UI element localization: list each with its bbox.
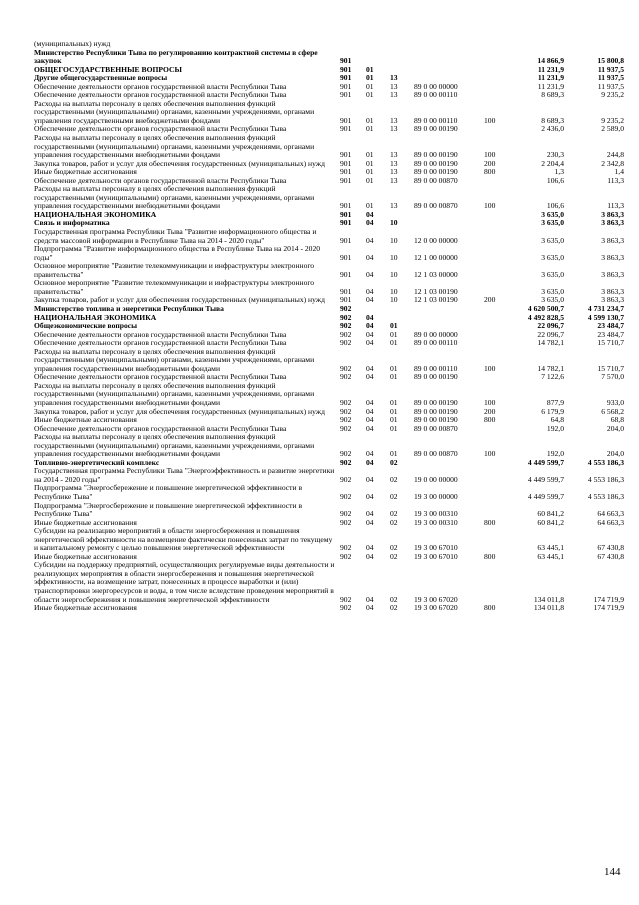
cell-vr: 100 xyxy=(484,201,496,211)
cell-pr: 02 xyxy=(390,491,398,501)
cell-ved: 901 xyxy=(340,81,352,91)
cell-s2: 204,0 xyxy=(606,449,624,459)
table-row xyxy=(34,211,624,220)
cell-rz: 04 xyxy=(366,218,374,228)
cell-name: Иные бюджетные ассигнования xyxy=(34,415,137,425)
cell-s2: 174 719,9 xyxy=(593,603,624,613)
cell-vr: 100 xyxy=(484,363,496,373)
cell-name: ОБЩЕГОСУДАРСТВЕННЫЕ ВОПРОСЫ xyxy=(34,64,182,74)
cell-pr: 01 xyxy=(390,338,398,348)
cell-s2: 4 553 186,3 xyxy=(587,457,624,467)
cell-vr: 200 xyxy=(484,295,496,305)
cell-s1: 64,8 xyxy=(550,415,564,425)
cell-pr: 13 xyxy=(390,115,398,125)
cell-rz: 04 xyxy=(366,517,374,527)
cell-s2: 933,0 xyxy=(606,397,624,407)
cell-ved: 902 xyxy=(340,321,352,331)
cell-s1: 3 635,0 xyxy=(541,235,564,245)
cell-pr: 01 xyxy=(390,423,398,433)
cell-vr: 800 xyxy=(484,517,496,527)
cell-s2: 4 553 186,3 xyxy=(587,474,624,484)
cell-s2: 9 235,2 xyxy=(601,115,624,125)
cell-pr: 13 xyxy=(390,90,398,100)
cell-s1: 8 689,3 xyxy=(541,115,564,125)
cell-s2: 11 937,5 xyxy=(597,81,624,91)
cell-csr: 19 0 00 00000 xyxy=(414,474,458,484)
cell-pr: 02 xyxy=(390,603,398,613)
cell-csr: 19 3 00 00310 xyxy=(414,517,458,527)
cell-csr: 89 0 00 00190 xyxy=(414,406,458,416)
cell-s2: 23 484,7 xyxy=(597,329,624,339)
cell-pr: 10 xyxy=(390,269,398,279)
cell-s1: 11 231,9 xyxy=(537,64,564,74)
cell-s1: 192,0 xyxy=(546,423,564,433)
cell-rz: 04 xyxy=(366,551,374,561)
cell-ved: 902 xyxy=(340,312,352,322)
cell-csr: 89 0 00 00190 xyxy=(414,158,458,168)
cell-s2: 67 430,8 xyxy=(597,551,624,561)
cell-ved: 901 xyxy=(340,269,352,279)
cell-pr: 01 xyxy=(390,329,398,339)
cell-name: Обеспечение деятельности органов государственной власти Республики Тыва xyxy=(34,90,287,100)
cell-ved: 902 xyxy=(340,603,352,613)
cell-pr: 10 xyxy=(390,252,398,262)
cell-rz: 01 xyxy=(366,175,374,185)
cell-pr: 13 xyxy=(390,201,398,211)
cell-s1: 63 445,1 xyxy=(537,551,564,561)
cell-s2: 204,0 xyxy=(606,423,624,433)
cell-pr: 13 xyxy=(390,158,398,168)
table-row xyxy=(34,134,624,160)
cell-vr: 800 xyxy=(484,415,496,425)
cell-name: Обеспечение деятельности органов государственной власти Республики Тыва xyxy=(34,81,287,91)
cell-csr: 89 0 00 00110 xyxy=(414,338,458,348)
cell-pr: 01 xyxy=(390,321,398,331)
cell-ved: 902 xyxy=(340,397,352,407)
cell-s1: 192,0 xyxy=(546,449,564,459)
cell-s2: 15 710,7 xyxy=(597,363,624,373)
cell-csr: 89 0 00 00870 xyxy=(414,423,458,433)
cell-rz: 04 xyxy=(366,312,374,322)
cell-rz: 04 xyxy=(366,474,374,484)
cell-s1: 106,6 xyxy=(546,201,564,211)
cell-ved: 902 xyxy=(340,517,352,527)
cell-pr: 02 xyxy=(390,551,398,561)
cell-s2: 4 731 234,7 xyxy=(587,303,624,313)
cell-name: Расходы на выплаты персоналу в целях обеспечения выполнения функций государственными (муниципальными) органами, казенными учреждениями, органами управления государственными внебюджетными фондами xyxy=(34,98,315,125)
cell-s1: 14 782,1 xyxy=(537,338,564,348)
cell-s2: 9 235,2 xyxy=(601,90,624,100)
cell-csr: 89 0 00 00190 xyxy=(414,124,458,134)
cell-name: (муниципальных) нужд xyxy=(34,39,111,48)
cell-rz: 04 xyxy=(366,363,374,373)
cell-vr: 100 xyxy=(484,397,496,407)
cell-name: НАЦИОНАЛЬНАЯ ЭКОНОМИКА xyxy=(34,312,157,322)
table-row xyxy=(34,467,624,484)
cell-ved: 902 xyxy=(340,551,352,561)
cell-ved: 902 xyxy=(340,543,352,553)
cell-pr: 01 xyxy=(390,397,398,407)
cell-s2: 3 863,3 xyxy=(601,295,624,305)
cell-rz: 04 xyxy=(366,338,374,348)
cell-s2: 15 800,8 xyxy=(597,56,624,66)
cell-s2: 7 570,0 xyxy=(601,372,624,382)
cell-s1: 6 179,9 xyxy=(541,406,564,416)
table-row xyxy=(34,100,624,126)
table-row xyxy=(34,279,624,296)
cell-name: Обеспечение деятельности органов государственной власти Республики Тыва xyxy=(34,338,287,348)
cell-ved: 901 xyxy=(340,295,352,305)
table-row xyxy=(34,348,624,374)
cell-ved: 902 xyxy=(340,509,352,519)
cell-name: Иные бюджетные ассигнования xyxy=(34,517,137,527)
cell-pr: 02 xyxy=(390,543,398,553)
cell-s1: 1,3 xyxy=(554,167,564,177)
cell-s1: 134 011,8 xyxy=(533,603,564,613)
table-row xyxy=(34,262,624,279)
cell-s2: 4 599 130,7 xyxy=(587,312,624,322)
cell-csr: 19 3 00 67010 xyxy=(414,543,458,553)
cell-vr: 100 xyxy=(484,115,496,125)
cell-pr: 13 xyxy=(390,73,398,83)
cell-ved: 902 xyxy=(340,372,352,382)
cell-name: Обеспечение деятельности органов государственной власти Республики Тыва xyxy=(34,423,287,433)
cell-pr: 02 xyxy=(390,509,398,519)
cell-csr: 89 0 00 00110 xyxy=(414,90,458,100)
cell-csr: 12 0 00 00000 xyxy=(414,235,458,245)
cell-ved: 902 xyxy=(340,594,352,604)
cell-ved: 902 xyxy=(340,329,352,339)
cell-rz: 04 xyxy=(366,252,374,262)
cell-s1: 134 011,8 xyxy=(533,594,564,604)
cell-s1: 4 449 599,7 xyxy=(527,457,564,467)
cell-ved: 901 xyxy=(340,201,352,211)
cell-ved: 901 xyxy=(340,167,352,177)
cell-name: Закупка товаров, работ и услуг для обеспечения государственных (муниципальных) нужд xyxy=(34,406,325,416)
cell-csr: 89 0 00 00190 xyxy=(414,397,458,407)
cell-rz: 01 xyxy=(366,150,374,160)
cell-csr: 89 0 00 00000 xyxy=(414,81,458,91)
cell-s1: 4 492 828,5 xyxy=(527,312,564,322)
cell-s2: 244,8 xyxy=(606,150,624,160)
cell-s1: 14 866,9 xyxy=(537,56,564,66)
cell-name: Министерство топлива и энергетики Республики Тыва xyxy=(34,303,224,313)
cell-vr: 800 xyxy=(484,603,496,613)
cell-pr: 13 xyxy=(390,175,398,185)
cell-name: Иные бюджетные ассигнования xyxy=(34,167,137,177)
cell-s1: 22 096,7 xyxy=(537,321,564,331)
cell-pr: 13 xyxy=(390,167,398,177)
cell-name: Расходы на выплаты персоналу в целях обеспечения выполнения функций государственными (муниципальными) органами, казенными учреждениями, органами управления государственными внебюджетными фондами xyxy=(34,432,315,459)
cell-s1: 3 635,0 xyxy=(541,286,564,296)
cell-pr: 01 xyxy=(390,449,398,459)
cell-rz: 01 xyxy=(366,124,374,134)
cell-s2: 11 937,5 xyxy=(597,64,624,74)
cell-rz: 04 xyxy=(366,594,374,604)
cell-name: Расходы на выплаты персоналу в целях обеспечения выполнения функций государственными (муниципальными) органами, казенными учреждениями, органами управления государственными внебюджетными фондами xyxy=(34,346,315,373)
cell-s2: 68,8 xyxy=(610,415,624,425)
cell-s1: 60 841,2 xyxy=(537,509,564,519)
cell-name: Иные бюджетные ассигнования xyxy=(34,551,137,561)
cell-s2: 2 342,8 xyxy=(601,158,624,168)
cell-ved: 902 xyxy=(340,423,352,433)
cell-s1: 11 231,9 xyxy=(537,73,564,83)
cell-ved: 901 xyxy=(340,158,352,168)
cell-rz: 01 xyxy=(366,64,374,74)
cell-rz: 01 xyxy=(366,73,374,83)
cell-rz: 04 xyxy=(366,269,374,279)
cell-name: Субсидии на реализацию мероприятий в области энергосбережения и повышения энергетической эффективности на возмещение фактически понесенных затрат по текущему и капитальному ремонту с целью повышения энергетической эффективности xyxy=(34,526,333,553)
cell-rz: 04 xyxy=(366,509,374,519)
table-row xyxy=(34,502,624,519)
cell-s1: 230,3 xyxy=(546,150,564,160)
cell-name: Основное мероприятие "Развитие телекоммуникации и инфраструктуры электронного правительства" xyxy=(34,261,315,279)
cell-rz: 04 xyxy=(366,415,374,425)
cell-vr: 800 xyxy=(484,167,496,177)
cell-s1: 4 449 599,7 xyxy=(527,474,564,484)
cell-ved: 901 xyxy=(340,286,352,296)
cell-s2: 64 663,3 xyxy=(597,517,624,527)
cell-rz: 01 xyxy=(366,167,374,177)
cell-s1: 3 635,0 xyxy=(541,252,564,262)
cell-csr: 19 3 00 00000 xyxy=(414,491,458,501)
cell-ved: 902 xyxy=(340,415,352,425)
cell-csr: 89 0 00 00110 xyxy=(414,363,458,373)
cell-csr: 89 0 00 00870 xyxy=(414,175,458,185)
cell-s2: 3 863,3 xyxy=(601,235,624,245)
cell-rz: 04 xyxy=(366,235,374,245)
cell-csr: 89 0 00 00110 xyxy=(414,115,458,125)
cell-s2: 3 863,3 xyxy=(601,286,624,296)
cell-pr: 02 xyxy=(390,517,398,527)
cell-ved: 901 xyxy=(340,209,352,219)
cell-s2: 2 589,0 xyxy=(601,124,624,134)
cell-rz: 01 xyxy=(366,115,374,125)
cell-ved: 902 xyxy=(340,406,352,416)
cell-rz: 04 xyxy=(366,209,374,219)
cell-ved: 902 xyxy=(340,474,352,484)
cell-rz: 04 xyxy=(366,397,374,407)
cell-ved: 901 xyxy=(340,64,352,74)
cell-name: Закупка товаров, работ и услуг для обеспечения государственных (муниципальных) нужд xyxy=(34,295,325,305)
cell-ved: 901 xyxy=(340,175,352,185)
cell-name: Другие общегосударственные вопросы xyxy=(34,73,168,83)
cell-pr: 13 xyxy=(390,124,398,134)
cell-ved: 901 xyxy=(340,235,352,245)
cell-pr: 13 xyxy=(390,81,398,91)
cell-name: Подпрограмма "Энергосбережение и повышение энергетической эффективности в Республике Тыва" xyxy=(34,483,303,501)
table-row xyxy=(34,484,624,501)
cell-csr: 89 0 00 00190 xyxy=(414,415,458,425)
cell-csr: 89 0 00 00190 xyxy=(414,167,458,177)
cell-name: Государственная программа Республики Тыва "Развитие информационного общества и средств массовой информации в Республике Тыва на 2014 - 2020 годы" xyxy=(34,227,317,245)
cell-ved: 901 xyxy=(340,218,352,228)
cell-s1: 22 096,7 xyxy=(537,329,564,339)
cell-ved: 901 xyxy=(340,115,352,125)
table-row xyxy=(34,245,624,262)
cell-s1: 106,6 xyxy=(546,175,564,185)
cell-ved: 902 xyxy=(340,338,352,348)
cell-rz: 04 xyxy=(366,286,374,296)
cell-rz: 04 xyxy=(366,406,374,416)
cell-csr: 12 1 03 00190 xyxy=(414,286,458,296)
cell-s2: 1,4 xyxy=(614,167,624,177)
cell-s2: 15 710,7 xyxy=(597,338,624,348)
cell-csr: 89 0 00 00000 xyxy=(414,329,458,339)
cell-pr: 10 xyxy=(390,218,398,228)
cell-s2: 174 719,9 xyxy=(593,594,624,604)
table-row xyxy=(34,228,624,245)
cell-rz: 04 xyxy=(366,321,374,331)
cell-vr: 200 xyxy=(484,158,496,168)
cell-pr: 13 xyxy=(390,150,398,160)
cell-rz: 04 xyxy=(366,372,374,382)
cell-s2: 4 553 186,3 xyxy=(587,491,624,501)
cell-name: Связь и информатика xyxy=(34,218,110,228)
cell-csr: 89 0 00 00870 xyxy=(414,449,458,459)
cell-name: Обеспечение деятельности органов государственной власти Республики Тыва xyxy=(34,175,287,185)
cell-pr: 01 xyxy=(390,363,398,373)
cell-s1: 2 204,4 xyxy=(541,158,564,168)
cell-pr: 01 xyxy=(390,406,398,416)
cell-pr: 10 xyxy=(390,235,398,245)
cell-s1: 4 620 500,7 xyxy=(527,303,564,313)
cell-name: Государственная программа Республики Тыва "Энергоэффективность и развитие энергетики на 2014 - 2020 годы" xyxy=(34,466,335,484)
table-row xyxy=(34,604,624,613)
cell-s1: 3 635,0 xyxy=(541,218,564,228)
cell-name: Обеспечение деятельности органов государственной власти Республики Тыва xyxy=(34,372,287,382)
cell-csr: 89 0 00 00190 xyxy=(414,372,458,382)
cell-s1: 7 122,6 xyxy=(541,372,564,382)
cell-rz: 04 xyxy=(366,491,374,501)
cell-rz: 04 xyxy=(366,423,374,433)
table-row xyxy=(34,49,624,66)
cell-csr: 19 3 00 67020 xyxy=(414,594,458,604)
cell-ved: 902 xyxy=(340,449,352,459)
cell-ved: 902 xyxy=(340,363,352,373)
cell-name: Обеспечение деятельности органов государственной власти Республики Тыва xyxy=(34,329,287,339)
cell-rz: 04 xyxy=(366,457,374,467)
cell-vr: 800 xyxy=(484,551,496,561)
cell-s2: 23 484,7 xyxy=(597,321,624,331)
cell-csr: 12 1 03 00000 xyxy=(414,269,458,279)
table-row xyxy=(34,561,624,604)
cell-s2: 3 863,3 xyxy=(601,252,624,262)
cell-s2: 3 863,3 xyxy=(601,269,624,279)
cell-s2: 113,3 xyxy=(607,175,624,185)
cell-csr: 19 3 00 67020 xyxy=(414,603,458,613)
cell-s1: 60 841,2 xyxy=(537,517,564,527)
table-row xyxy=(34,433,624,459)
cell-ved: 901 xyxy=(340,150,352,160)
table-row xyxy=(34,527,624,553)
cell-ved: 901 xyxy=(340,56,352,66)
cell-rz: 01 xyxy=(366,81,374,91)
cell-name: Расходы на выплаты персоналу в целях обеспечения выполнения функций государственными (муниципальными) органами, казенными учреждениями, органами управления государственными внебюджетными фондами xyxy=(34,184,315,211)
cell-s2: 6 568,2 xyxy=(601,406,624,416)
cell-ved: 901 xyxy=(340,252,352,262)
cell-pr: 01 xyxy=(390,415,398,425)
cell-csr: 12 1 00 00000 xyxy=(414,252,458,262)
cell-ved: 902 xyxy=(340,457,352,467)
cell-name: НАЦИОНАЛЬНАЯ ЭКОНОМИКА xyxy=(34,209,157,219)
cell-name: Обеспечение деятельности органов государственной власти Республики Тыва xyxy=(34,124,287,134)
cell-pr: 02 xyxy=(390,594,398,604)
cell-name: Расходы на выплаты персоналу в целях обеспечения выполнения функций государственными (муниципальными) органами, казенными учреждениями, органами управления государственными внебюджетными фондами xyxy=(34,380,315,407)
cell-rz: 04 xyxy=(366,603,374,613)
cell-csr: 12 1 03 00190 xyxy=(414,295,458,305)
cell-name: Министерство Республики Тыва по регулированию контрактной системы в сфере закупок xyxy=(34,47,318,66)
cell-name: Субсидии на поддержку предприятий, осуществляющих регулируемые виды деятельности и реализующих мероприятия в области энергосбережения и повышения энергетической эффективности, на возмещение затрат, понесенных в процессе выработки и (или) транспортировки энергоресурсов и воды, в том числе вследствие проведения мероприятий в области энергосбережения и повышения энергетической эффективности xyxy=(34,560,335,604)
cell-ved: 901 xyxy=(340,73,352,83)
cell-name: Расходы на выплаты персоналу в целях обеспечения выполнения функций государственными (муниципальными) органами, казенными учреждениями, органами управления государственными внебюджетными фондами xyxy=(34,133,315,160)
cell-ved: 902 xyxy=(340,303,352,313)
page-number: 144 xyxy=(604,866,621,878)
cell-ved: 902 xyxy=(340,491,352,501)
cell-vr: 100 xyxy=(484,449,496,459)
cell-pr: 10 xyxy=(390,295,398,305)
cell-s2: 67 430,8 xyxy=(597,543,624,553)
cell-rz: 01 xyxy=(366,201,374,211)
cell-name: Подпрограмма "Энергосбережение и повышение энергетической эффективности в Республике Тыва" xyxy=(34,500,303,519)
cell-s2: 64 663,3 xyxy=(597,509,624,519)
cell-ved: 901 xyxy=(340,90,352,100)
cell-s1: 877,9 xyxy=(546,397,564,407)
cell-pr: 02 xyxy=(390,457,398,467)
cell-s2: 11 937,5 xyxy=(597,73,624,83)
cell-s1: 3 635,0 xyxy=(541,269,564,279)
cell-s1: 4 449 599,7 xyxy=(527,491,564,501)
cell-vr: 200 xyxy=(484,406,496,416)
cell-name: Иные бюджетные ассигнования xyxy=(34,603,137,613)
cell-pr: 02 xyxy=(390,474,398,484)
cell-csr: 19 3 00 67010 xyxy=(414,551,458,561)
cell-s1: 2 436,0 xyxy=(541,124,564,134)
cell-csr: 19 3 00 00310 xyxy=(414,509,458,519)
cell-csr: 89 0 00 00190 xyxy=(414,150,458,160)
cell-vr: 100 xyxy=(484,150,496,160)
cell-name: Топливно-энергетический комплекс xyxy=(34,457,160,467)
cell-rz: 01 xyxy=(366,90,374,100)
cell-ved: 901 xyxy=(340,124,352,134)
cell-pr: 01 xyxy=(390,372,398,382)
cell-s2: 3 863,3 xyxy=(601,209,624,219)
cell-pr: 10 xyxy=(390,286,398,296)
cell-name: Основное мероприятие "Развитие телекоммуникации и инфраструктуры электронного правительства" xyxy=(34,278,315,296)
cell-s1: 3 635,0 xyxy=(541,209,564,219)
table-row xyxy=(34,382,624,408)
cell-s1: 11 231,9 xyxy=(537,81,564,91)
cell-name: Закупка товаров, работ и услуг для обеспечения государственных (муниципальных) нужд xyxy=(34,158,325,168)
cell-csr: 89 0 00 00870 xyxy=(414,201,458,211)
cell-s2: 3 863,3 xyxy=(601,218,624,228)
cell-s1: 14 782,1 xyxy=(537,363,564,373)
cell-s1: 63 445,1 xyxy=(537,543,564,553)
budget-table xyxy=(34,40,624,613)
table-row xyxy=(34,185,624,211)
cell-rz: 04 xyxy=(366,543,374,553)
cell-rz: 04 xyxy=(366,449,374,459)
cell-s2: 113,3 xyxy=(607,201,624,211)
cell-name: Подпрограмма "Развитие информационного общества в Республике Тыва на 2014 - 2020 годы" xyxy=(34,244,321,262)
cell-s1: 8 689,3 xyxy=(541,90,564,100)
cell-rz: 04 xyxy=(366,329,374,339)
cell-rz: 01 xyxy=(366,158,374,168)
cell-rz: 04 xyxy=(366,295,374,305)
cell-s1: 3 635,0 xyxy=(541,295,564,305)
cell-name: Общеэкономические вопросы xyxy=(34,321,138,331)
